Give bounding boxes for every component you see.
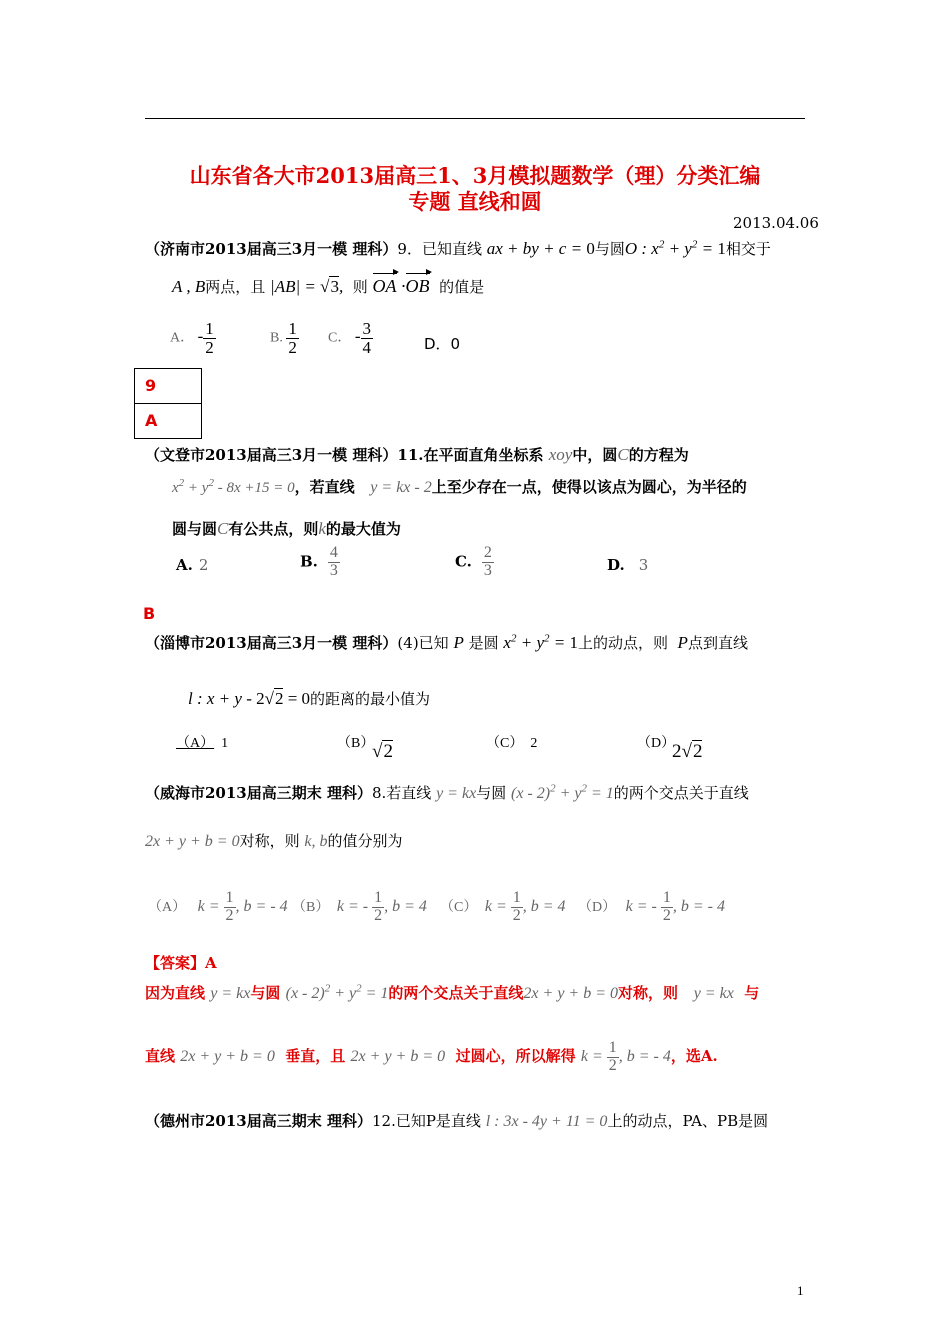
q8-sym-line-eq: 2x + y + b = 0 (145, 833, 240, 850)
q11-circle-c: C (617, 445, 629, 464)
q11-answer: B (143, 604, 156, 623)
q8-option-b: （B） k = - $\frac{1}{2}$ , b = 4 (292, 889, 427, 924)
q4-option-b-label: （B） (337, 736, 375, 751)
q4-circle-eq: $x^2 + y^2 = 1$ (503, 632, 578, 652)
q4-text2: 是圆 (468, 634, 499, 652)
page-number: 1 (797, 1283, 804, 1298)
q11-option-c-frac: $\frac{2}{3}$ (483, 544, 492, 579)
q12-text2: 上的动点，PA、PB是圆 (607, 1112, 769, 1130)
q11-line1 (145, 444, 689, 465)
q11-line2 (172, 476, 747, 497)
q9-option-a-label: A． (170, 330, 195, 346)
header-rule (145, 118, 805, 119)
q11-k: k (318, 519, 326, 538)
q4-option-c-label: （C） (486, 736, 524, 751)
q8-exp-text6: 直线 (145, 1046, 176, 1065)
q11-text5: 上至少存在一点，使得以该点为圆心，为半径的 (431, 478, 747, 496)
q4-option-b (337, 732, 374, 752)
q8-option-a-label: （A） (148, 899, 187, 915)
q8-kb: k, b (304, 833, 328, 850)
q11-option-a-label: A. (176, 556, 193, 574)
q8-line1 (145, 782, 749, 803)
q11-line-eq: y = kx - 2 (370, 479, 432, 496)
q8-exp-circle: $(x - 2)^2 + y^2 = 1$ (285, 982, 389, 1002)
q9-line-eq: ax + by + c = 0 (486, 239, 595, 258)
q11-text2: 中，圆 (572, 446, 618, 464)
q8-line2 (145, 830, 403, 851)
q11-text8: 的最大值为 (325, 520, 401, 538)
q8-line-eq: y = kx (436, 785, 477, 802)
q4-text3: 上的动点，则 (577, 634, 668, 652)
q4-point-p2: P (677, 633, 688, 652)
q8-source: （威海市2013届高三期末 理科） (145, 784, 372, 802)
q9-answer-number: 9 (145, 376, 157, 395)
q9-option-a: A． - $\frac{1}{2}$ (170, 319, 214, 357)
q4-option-a-value: 1 (221, 736, 229, 751)
q4-option-b-value: √2 (372, 741, 393, 762)
q11-option-b-frac: $\frac{4}{3}$ (329, 544, 338, 579)
q8-exp-text9: ，选A. (670, 1046, 718, 1065)
q11-text4: ，若直线 (294, 478, 355, 496)
q4-option-d (637, 732, 675, 752)
q8-option-b-label: （B） (292, 899, 330, 915)
q8-answer-label: 【答案】A (145, 954, 217, 972)
q4-text1: (4)已知 (397, 634, 449, 652)
q11-source: （文登市2013届高三3月一模 理科） (145, 446, 398, 464)
q4-option-d-value: 2√2 (672, 741, 703, 762)
q9-circle-eq: O : $x^2 + y^2 = 1$ (624, 238, 726, 258)
q11-line3 (172, 518, 401, 539)
q11-option-d-value: 3 (638, 556, 649, 574)
q4-text4: 点到直线 (687, 634, 748, 652)
q4-text5: 的距离的最小值为 (310, 690, 431, 708)
q11-option-d-label: D. (607, 556, 625, 574)
q8-option-c-label: （C） (440, 899, 478, 915)
q11-text1: 11.在平面直角坐标系 (397, 446, 544, 464)
q8-option-d: （D） k = - $\frac{1}{2}$ , b = - 4 (578, 889, 725, 924)
q9-line2-mid: 则 (352, 278, 368, 296)
q8-exp-text2: 与圆 (250, 984, 281, 1002)
q8-option-a: （A） k = $\frac{1}{2}$ , b = - 4 (148, 889, 288, 924)
q8-option-d-label: （D） (578, 899, 617, 915)
q12-text1: 12.已知P是直线 (371, 1112, 481, 1130)
q8-exp-result: k = $\frac{1}{2}$ , b = - 4 (580, 1039, 671, 1074)
q9-line2 (172, 272, 484, 297)
q8-text3: 的两个交点关于直线 (613, 784, 749, 802)
q9-option-c: C． - $\frac{3}{4}$ (328, 319, 372, 357)
q9-option-b (270, 320, 299, 357)
q8-exp-sym3: 2x + y + b = 0 (350, 1047, 446, 1065)
q9-answer-table (134, 368, 202, 439)
q11-option-b-label: B. (300, 552, 318, 571)
q4-line-eq: l : x + y - 2√2 = 0 (188, 689, 311, 708)
q11-xoy: xoy (548, 445, 573, 464)
q11-option-d (607, 556, 648, 574)
q9-ab-eq: |AB| = √3, (270, 277, 344, 296)
document-date: 2013.04.06 (733, 214, 819, 232)
q8-exp-text5: 与 (744, 984, 760, 1002)
q9-line2-pre: 两点，且 (205, 278, 266, 296)
q4-line2 (188, 688, 430, 709)
q8-option-c: （C） k = $\frac{1}{2}$ , b = 4 (440, 889, 566, 924)
q8-explanation-line2 (145, 1040, 718, 1075)
q8-exp-text1: 因为直线 (145, 984, 206, 1002)
q4-source: （淄博市2013届高三3月一模 理科） (145, 634, 398, 652)
q9-option-c-frac: $\frac{3}{4}$ (362, 319, 372, 357)
q9-option-a-frac: $\frac{1}{2}$ (205, 319, 214, 357)
q8-text4: 对称，则 (239, 832, 300, 850)
q8-text1: 8.若直线 (371, 784, 432, 802)
document-title: 山东省各大市2013届高三1、3月模拟题数学（理）分类汇编 (189, 163, 761, 188)
q9-option-b-label: B. (270, 330, 283, 346)
q8-exp-sym: 2x + y + b = 0 (523, 985, 619, 1002)
q8-text5: 的值分别为 (327, 832, 403, 850)
q11-option-c (455, 545, 494, 580)
q9-number: 9．已知直线 (397, 240, 482, 258)
q4-option-a-label: （A） (176, 736, 215, 751)
q8-exp-text3: 的两个交点关于直线 (388, 984, 524, 1002)
q9-text1: 与圆 (594, 240, 625, 258)
q9-option-c-label: C． (328, 330, 352, 346)
q9-option-d: D．0 (424, 335, 461, 353)
q4-line1 (145, 632, 748, 653)
q11-text6: 圆与圆 (172, 520, 218, 538)
q8-exp-line2: y = kx (693, 985, 734, 1002)
q9-line2-post: 的值是 (439, 278, 485, 296)
q8-exp-text4: 对称，则 (618, 984, 679, 1002)
q8-exp-sym2: 2x + y + b = 0 (180, 1047, 275, 1065)
q4-option-c-value: 2 (530, 736, 538, 751)
q12-source: （德州市2013届高三期末 理科） (145, 1112, 372, 1130)
q9-source: （济南市2013届高三3月一模 理科） (145, 240, 398, 258)
q11-text3: 的方程为 (628, 446, 689, 464)
q4-point-p: P (453, 633, 464, 652)
q9-text2: 相交于 (725, 240, 771, 258)
q11-circle-eq: $x^2 + y^2 - 8x +15 = 0$ (172, 477, 295, 496)
q4-option-d-label: （D） (637, 736, 676, 751)
document-subtitle: 专题 直线和圆 (408, 189, 542, 214)
q8-exp-text7: 垂直，且 (285, 1046, 346, 1065)
q8-exp-text8: 过圆心，所以解得 (455, 1046, 576, 1065)
q11-text7: 有公共点，则 (228, 520, 319, 538)
q11-option-a-value: 2 (198, 556, 209, 574)
q9-answer-letter: A (135, 403, 201, 438)
q4-option-c (486, 732, 537, 752)
q11-circle-c2: C (217, 519, 229, 538)
q8-explanation-line1 (145, 982, 759, 1003)
q9-line1 (145, 238, 771, 259)
q11-option-b (300, 545, 340, 580)
q12-line-eq: l : 3x - 4y + 11 = 0 (485, 1113, 608, 1130)
q9-option-b-frac: $\frac{1}{2}$ (288, 319, 297, 357)
q11-option-a (176, 556, 208, 574)
q12-line1 (145, 1110, 768, 1131)
q4-option-a (176, 732, 228, 752)
q8-text2: 与圆 (476, 784, 507, 802)
q8-exp-line: y = kx (210, 985, 251, 1002)
q11-option-c-label: C. (455, 552, 472, 571)
q8-circle-eq: $(x - 2)^2 + y^2 = 1$ (510, 782, 614, 802)
q9-dot-product: OA ·OB (373, 276, 430, 296)
q9-points: A , B (172, 277, 206, 296)
